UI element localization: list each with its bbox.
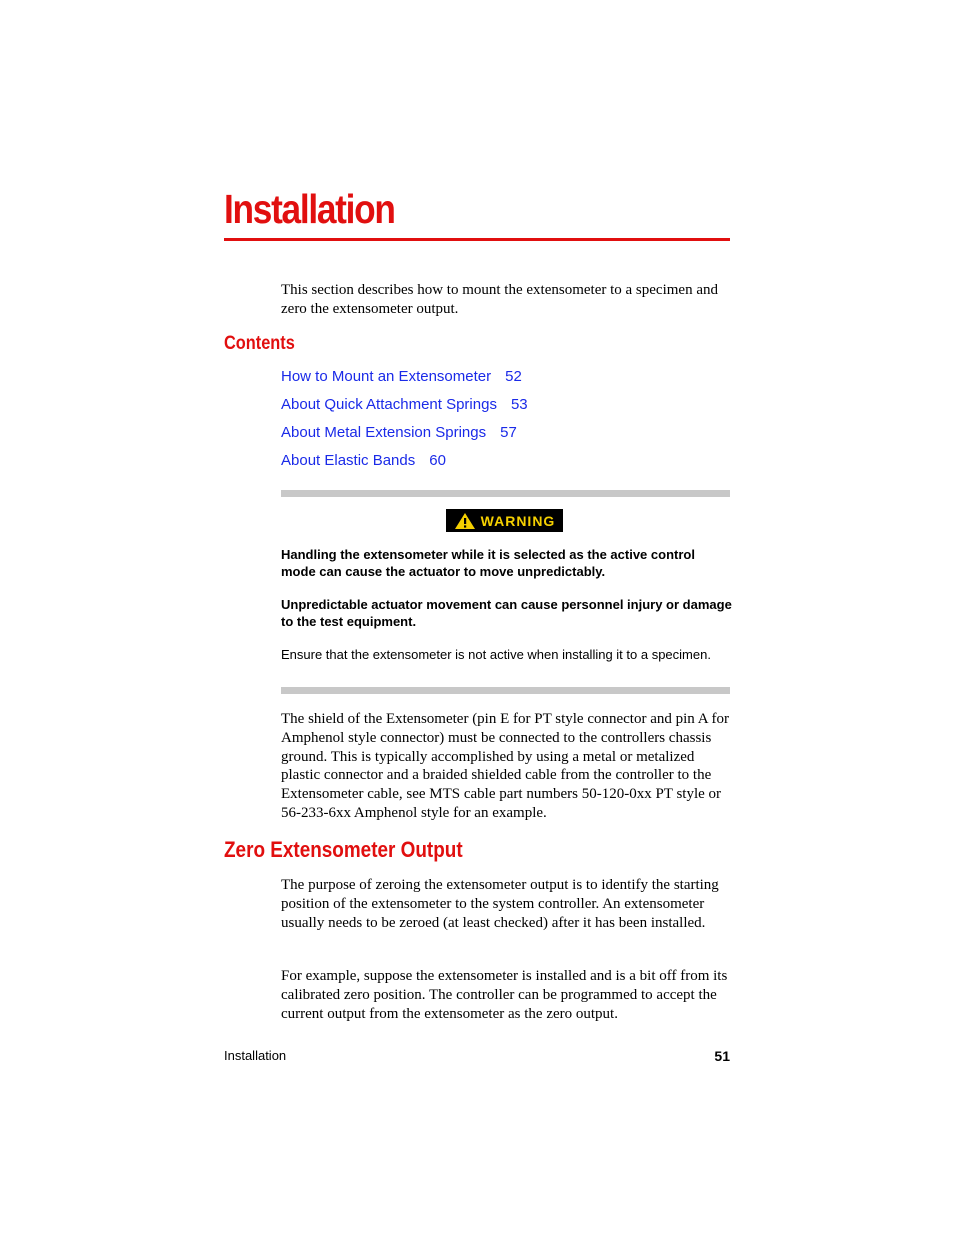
- zero-paragraph-2: For example, suppose the extensometer is installed and is a bit off from its calibrated zero position. The controller can be programmed to accept the current output from the extensometer as the zero output.: [281, 968, 728, 1022]
- warning-triangle-icon: [454, 512, 476, 530]
- toc-item-page[interactable]: 53: [510, 396, 528, 413]
- warning-bottom-bar: [281, 687, 730, 694]
- chapter-title: Installation: [224, 186, 395, 232]
- toc-item-label[interactable]: How to Mount an Extensometer: [281, 368, 492, 385]
- toc-item-label[interactable]: About Quick Attachment Springs: [281, 396, 497, 413]
- toc-item-mount[interactable]: [281, 365, 528, 393]
- footer-section-name: Installation: [224, 1048, 287, 1063]
- title-rule: [224, 238, 730, 241]
- table-of-contents: [281, 365, 528, 477]
- warning-paragraph-2: Unpredictable actuator movement can cause personnel injury or damage to the test equipment.: [281, 597, 732, 629]
- toc-item-page[interactable]: 60: [429, 452, 446, 469]
- warning-badge: [446, 509, 563, 532]
- page-number: 51: [714, 1048, 730, 1064]
- warning-top-bar: [281, 490, 730, 497]
- warning-paragraph-3: Ensure that the extensometer is not active when installing it to a specimen.: [281, 647, 711, 662]
- toc-item-page[interactable]: 57: [500, 424, 517, 441]
- zero-output-heading: Zero Extensometer Output: [224, 837, 463, 862]
- zero-paragraph-1: The purpose of zeroing the extensometer output is to identify the starting position of the extensometer to the system controller. An extensometer usually needs to be zeroed (at least checked) after it has been installed.: [281, 877, 719, 931]
- contents-heading: Contents: [224, 333, 295, 354]
- warning-paragraph-1: Handling the extensometer while it is selected as the active control mode can cause the actuator to move unpredictably.: [281, 547, 695, 579]
- intro-paragraph: This section describes how to mount the extensometer to a specimen and zero the extensometer output.: [281, 282, 718, 317]
- toc-item-elastic-bands[interactable]: [281, 449, 528, 477]
- toc-item-quick-springs[interactable]: [281, 393, 528, 421]
- toc-item-page[interactable]: 52: [505, 368, 522, 385]
- toc-item-metal-springs[interactable]: [281, 421, 528, 449]
- toc-item-label[interactable]: About Metal Extension Springs: [281, 424, 487, 441]
- warning-label: WARNING: [480, 512, 556, 529]
- shield-paragraph: The shield of the Extensometer (pin E for PT style connector and pin A for Amphenol style connector) must be connected to the controllers chassis ground. This is typically accomplished by using a metal or metalized plastic connector and a braided shielded cable from the controller to the Extensometer cable, see MTS cable part numbers 50-120-0xx PT style or 56-233-6xx Amphenol style for an example.: [281, 711, 729, 821]
- toc-item-label[interactable]: About Elastic Bands: [281, 452, 416, 469]
